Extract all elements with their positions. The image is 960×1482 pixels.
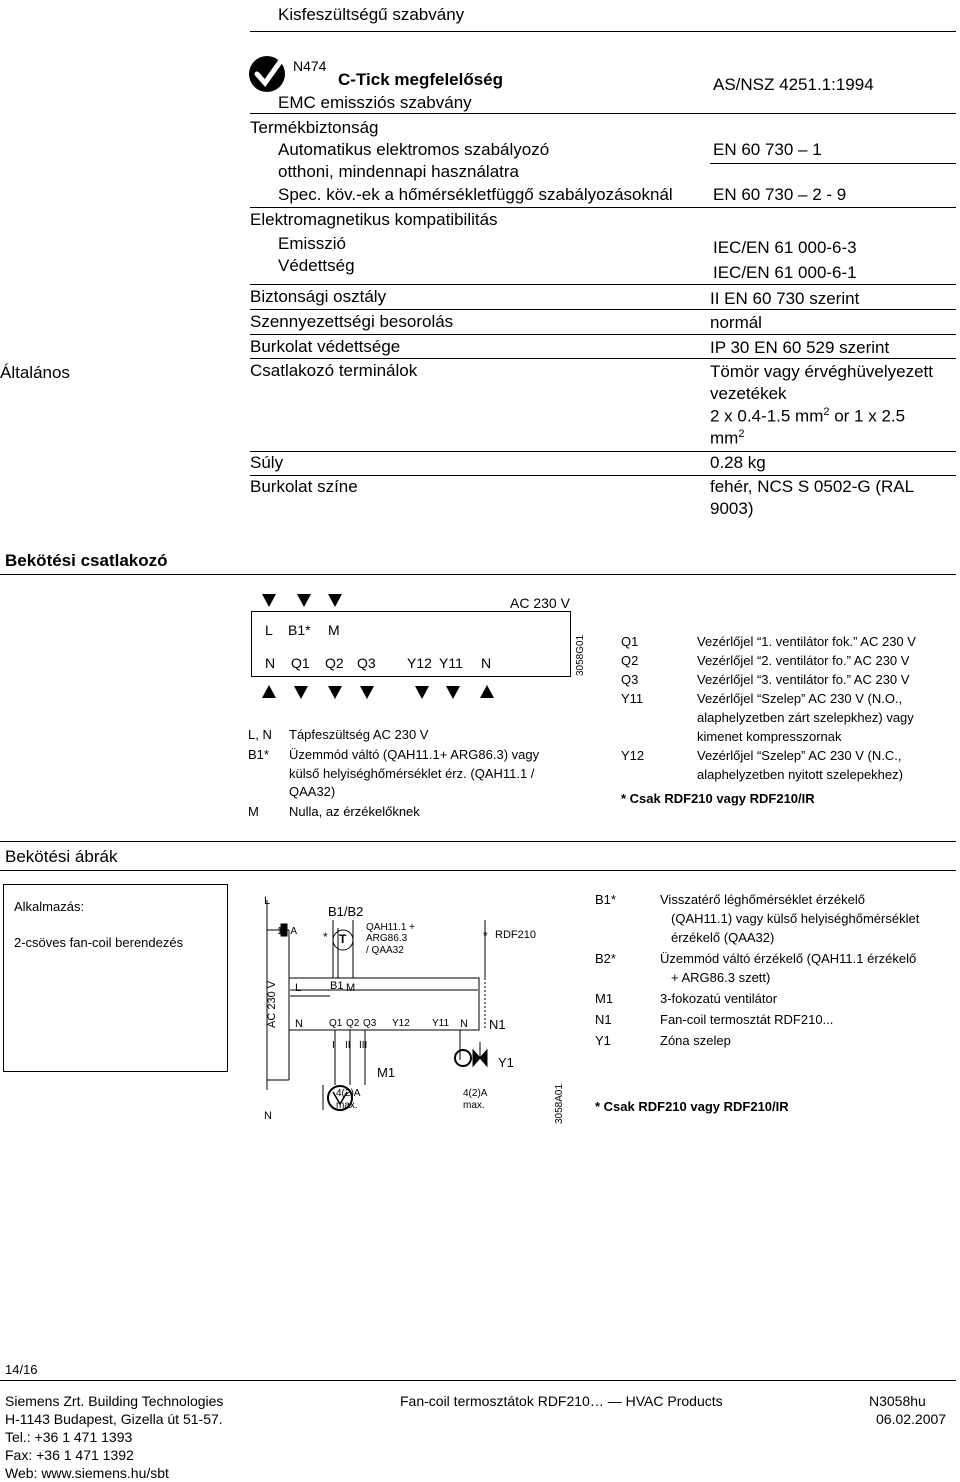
b1b2-label: B1/B2 [328, 904, 364, 919]
ctick-logo-icon [247, 54, 291, 94]
terminal-arrow-icon [297, 594, 311, 607]
right-legend-value: alaphelyzetben nyitott szelepekhez) [697, 767, 903, 782]
application-label: Alkalmazás: [14, 899, 85, 914]
immunity-value: IEC/EN 61 000-6-1 [713, 263, 857, 282]
terminal-arrow-icon [415, 686, 429, 699]
current-1: 4(2)A [336, 1088, 361, 1099]
terminal-arrow-icon [360, 686, 374, 699]
divider [250, 475, 956, 476]
company: Siemens Zrt. Building Technologies [5, 1393, 224, 1409]
emission-label: Emisszió [278, 234, 347, 253]
ac-vertical-label: AC 230 V [266, 980, 278, 1028]
right-legend-key: Y12 [621, 748, 645, 763]
wiring-legend-value: 3-fokozatú ventilátor [660, 991, 778, 1006]
wiring-legend-key: Y1 [595, 1033, 611, 1048]
divider [0, 870, 956, 871]
superscript: 2 [738, 428, 745, 440]
terminal-N2: N [481, 655, 492, 671]
wiring-diagram-code: 3058A01 [554, 1083, 565, 1124]
wiring-term-Y12: Y12 [392, 1018, 410, 1029]
weight-value: 0.28 kg [710, 453, 766, 472]
divider [0, 574, 956, 575]
spec-value: EN 60 730 – 2 - 9 [713, 185, 847, 204]
sensor-note-2: ARG86.3 [366, 933, 408, 944]
Y1-label: Y1 [498, 1055, 514, 1070]
weight-label: Súly [250, 453, 284, 472]
spec-label: Spec. köv.-ek a hőmérsékletfüggő szabályozásoknál [278, 185, 673, 204]
housing-protection-value: IP 30 EN 60 529 szerint [710, 338, 890, 357]
housing-protection-label: Burkolat védettsége [250, 337, 401, 356]
fax: Fax: +36 1 471 1392 [5, 1447, 134, 1463]
ctick-code: N474 [293, 58, 327, 74]
speed-II: II [345, 1040, 351, 1051]
legend-value: Tápfeszültség AC 230 V [289, 727, 429, 742]
terminals-value-4 [710, 428, 744, 449]
wiring-legend-key: B2* [595, 951, 616, 966]
address: H-1143 Budapest, Gizella út 51-57. [5, 1411, 223, 1427]
terminal-M: M [328, 622, 340, 638]
rdf-star: * [483, 929, 488, 943]
terminal-Q2: Q2 [325, 655, 344, 671]
emc-label: Elektromagnetikus kompatibilitás [250, 210, 498, 229]
divider [250, 113, 956, 114]
legend-value: QAA32) [289, 784, 336, 799]
wiring-legend-value: (QAH11.1) vagy külső helyiséghőmérséklet [671, 911, 920, 926]
right-legend-key: Q3 [621, 672, 639, 687]
wiring-legend-value: Fan-coil termosztát RDF210... [660, 1012, 834, 1027]
right-legend-value: Vezérlőjel “3. ventilátor fo.” AC 230 V [697, 672, 910, 687]
color-value-1: fehér, NCS S 0502-G (RAL [710, 477, 915, 496]
divider [250, 334, 956, 335]
legend-value: Üzemmód váltó (QAH11.1+ ARG86.3) vagy [289, 747, 540, 762]
note: * Csak RDF210 vagy RDF210/IR [621, 791, 815, 806]
divider [0, 841, 956, 842]
wiring-term-Y11: Y11 [432, 1018, 450, 1029]
wiring-term-L: L [295, 982, 302, 994]
terminals-value-3b: or 1 x 2.5 [829, 406, 906, 426]
wiring-note: * Csak RDF210 vagy RDF210/IR [595, 1099, 789, 1114]
sensor-note-3: / QAA32 [366, 945, 404, 956]
wiring-legend-value: érzékelő (QAA32) [671, 930, 775, 945]
terminals-value-3a: 2 x 0.4-1.5 mm [710, 406, 824, 426]
M1-label: M1 [377, 1065, 396, 1080]
terminal-Q3: Q3 [357, 655, 376, 671]
terminal-Y12: Y12 [407, 655, 432, 671]
wiring-term-N: N [295, 1018, 303, 1030]
terminals-value-4a: mm [710, 428, 739, 448]
speed-I: I [332, 1040, 335, 1051]
immunity-label: Védettség [278, 256, 355, 275]
rdf-label: RDF210 [495, 929, 536, 941]
wiring-term-M: M [346, 982, 356, 994]
wiring-term-Q1: Q1 [329, 1018, 343, 1029]
right-legend-value: kimenet kompresszornak [697, 729, 842, 744]
safety-class-value: II EN 60 730 szerint [710, 289, 860, 308]
terminals-value-3 [710, 406, 905, 427]
right-legend-value: Vezérlőjel “2. ventilátor fo.” AC 230 V [697, 653, 910, 668]
divider [250, 358, 956, 359]
legend-value: Nulla, az érzékelőknek [289, 804, 420, 819]
right-legend-key: Q2 [621, 653, 639, 668]
divider [250, 284, 956, 285]
right-legend-value: Vezérlőjel “1. ventilátor fok.” AC 230 V [697, 634, 916, 649]
terminals-value-1: Tömör vagy érvéghüvelyezett [710, 362, 933, 381]
right-legend-value: Vezérlőjel “Szelep” AC 230 V (N.O., [697, 691, 903, 706]
web: Web: www.siemens.hu/sbt [5, 1465, 169, 1481]
terminal-arrow-icon [262, 594, 276, 607]
divider [250, 309, 956, 310]
terminal-arrow-icon [294, 686, 308, 699]
wiring-term-Q3: Q3 [363, 1018, 377, 1029]
wiring-legend-value: + ARG86.3 szett) [671, 970, 771, 985]
ctick-value: AS/NSZ 4251.1:1994 [713, 75, 874, 94]
diagram-code: 3058G01 [575, 634, 586, 676]
wiring-L: L [264, 895, 271, 907]
N1-label: N1 [489, 1017, 506, 1032]
connection-heading: Bekötési csatlakozó [5, 551, 168, 570]
terminal-B1: B1* [288, 622, 311, 638]
ctick-label: C-Tick megfelelőség [338, 70, 504, 89]
terminals-label: Csatlakozó terminálok [250, 361, 418, 380]
terminal-arrow-icon [480, 685, 494, 698]
wiring-legend-value: Zóna szelep [660, 1033, 731, 1048]
wiring-term-B1: B1 [330, 980, 344, 992]
terminal-Y11: Y11 [439, 655, 463, 671]
household-label: otthoni, mindennapi használatra [278, 162, 519, 181]
terminal-arrow-icon [262, 685, 276, 698]
pollution-label: Szennyezettségi besorolás [250, 312, 454, 331]
wiring-term-N2: N [460, 1018, 468, 1030]
wiring-term-Q2: Q2 [346, 1018, 360, 1029]
terminal-arrow-icon [328, 594, 342, 607]
wiring-N: N [264, 1110, 272, 1122]
pollution-value: normál [710, 313, 762, 332]
fuse-label: 10 A [277, 926, 298, 937]
wiring-legend-key: M1 [595, 991, 614, 1006]
terminal-N: N [265, 655, 276, 671]
emission-value: IEC/EN 61 000-6-3 [713, 238, 857, 257]
legend-key: M [248, 804, 259, 819]
right-legend-key: Y11 [621, 691, 644, 706]
color-value-2: 9003) [710, 499, 754, 518]
safety-class-label: Biztonsági osztály [250, 287, 387, 306]
terminal-L: L [265, 622, 273, 638]
sensor-T: T [339, 932, 347, 946]
current-4: max. [463, 1100, 485, 1111]
low-voltage-label: Kisfeszültségű szabvány [278, 5, 465, 24]
right-legend-key: Q1 [621, 634, 639, 649]
ac-voltage-label: AC 230 V [510, 595, 570, 611]
wiring-legend-key: B1* [595, 892, 616, 907]
current-2: max. [336, 1100, 358, 1111]
tel: Tel.: +36 1 471 1393 [5, 1429, 133, 1445]
divider [0, 1380, 956, 1381]
page-number: 14/16 [5, 1362, 38, 1377]
speed-III: III [359, 1040, 368, 1051]
divider [250, 31, 956, 32]
divider [250, 451, 956, 452]
legend-key: B1* [248, 747, 269, 762]
legend-key: L, N [248, 727, 272, 742]
wiring-legend-key: N1 [595, 1012, 612, 1027]
terminal-Q1: Q1 [291, 655, 310, 671]
auto-reg-label: Automatikus elektromos szabályozó [278, 140, 550, 159]
product-safety-label: Termékbiztonság [250, 118, 379, 137]
doc-date: 06.02.2007 [876, 1411, 947, 1427]
emc-emission-label: EMC emissziós szabvány [278, 93, 472, 112]
color-label: Burkolat színe [250, 477, 358, 496]
wiring-diagram [255, 880, 575, 1130]
auto-reg-value: EN 60 730 – 1 [713, 140, 822, 159]
general-label: Általános [0, 363, 70, 382]
current-3: 4(2)A [463, 1088, 488, 1099]
wiring-heading: Bekötési ábrák [5, 847, 118, 866]
divider [250, 207, 956, 208]
doc-id: N3058hu [869, 1393, 926, 1409]
divider [710, 163, 956, 164]
sensor-note-1: QAH11.1 + [366, 922, 416, 933]
sensor-star: * [323, 930, 328, 944]
doc-title: Fan-coil termosztátok RDF210… — HVAC Products [400, 1393, 723, 1409]
superscript: 2 [823, 406, 830, 418]
terminals-value-2: vezetékek [710, 384, 787, 403]
terminal-arrow-icon [446, 686, 460, 699]
wiring-legend-value: Visszatérő léghőmérséklet érzékelő [660, 892, 865, 907]
legend-value: külső helyiséghőmérséklet érz. (QAH11.1 / [289, 766, 535, 781]
right-legend-value: Vezérlőjel “Szelep” AC 230 V (N.C., [697, 748, 902, 763]
wiring-legend-value: Üzemmód váltó érzékelő (QAH11.1 érzékelő [660, 951, 917, 966]
terminal-arrow-icon [328, 686, 342, 699]
right-legend-value: alaphelyzetben zárt szelepkhez) vagy [697, 710, 914, 725]
application-value: 2-csöves fan-coil berendezés [14, 935, 184, 950]
